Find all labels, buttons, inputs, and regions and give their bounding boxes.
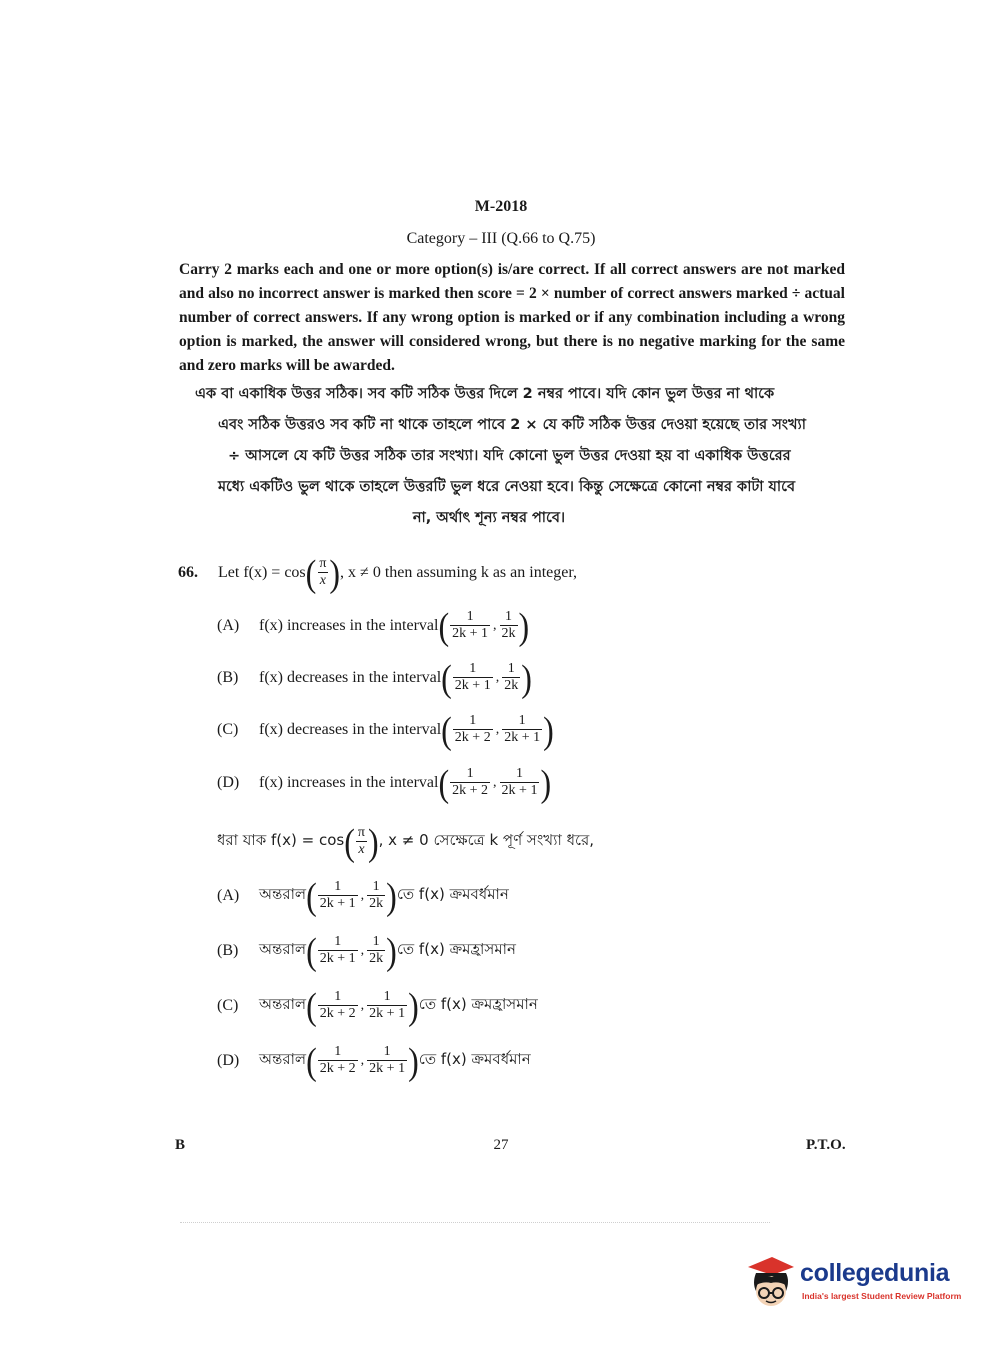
x-denominator: x xyxy=(358,842,365,857)
option-label: (B) xyxy=(217,941,239,959)
interval-word: অন্তরাল xyxy=(259,940,307,958)
fraction-1 xyxy=(318,879,358,912)
instructions-bengali-line-1: এক বা একাধিক উত্তর সঠিক। সব কটি সঠিক উত্তর দিলে 2 নম্বর পাবে। যদি কোন ভুল উত্তর না থাকে xyxy=(195,386,775,402)
denominator: 2k + 2 xyxy=(319,1006,356,1021)
option-label: (A) xyxy=(217,886,240,904)
instructions-bengali-line-5: না, অর্থাৎ শূন্য নম্বর পাবে। xyxy=(412,510,566,526)
numerator: 1 xyxy=(469,661,477,676)
option-label: (D) xyxy=(217,1051,240,1069)
interval-word: অন্তরাল xyxy=(259,995,307,1013)
right-paren: ) xyxy=(521,655,532,700)
fraction-1 xyxy=(453,661,493,694)
option-text: f(x) increases in the interval xyxy=(259,773,439,791)
paper-code: M-2018 xyxy=(474,198,528,215)
numerator: 1 xyxy=(372,934,380,949)
stem-suffix-bengali: , x ≠ 0 সেক্ষেত্রে k পূর্ণ সংখ্যা ধরে, xyxy=(378,831,595,849)
footer-set-letter: B xyxy=(175,1137,186,1153)
instructions-bengali-line-3: ÷ আসলে যে কটি উত্তর সঠিক তার সংখ্যা। যদি কোনো ভুল উত্তর দেওয়া হয় বা একাধিক উত্তরের xyxy=(228,448,791,464)
numerator: 1 xyxy=(466,766,474,781)
pi-numerator: π xyxy=(319,556,327,571)
right-paren: ) xyxy=(386,873,397,918)
stem-math-bengali xyxy=(217,819,595,864)
fraction-1 xyxy=(450,609,490,642)
page-number: 27 xyxy=(493,1137,509,1153)
comma: , xyxy=(360,942,365,958)
denominator: 2k + 2 xyxy=(319,1061,356,1076)
collegedunia-logo[interactable] xyxy=(742,1253,972,1313)
interval-word: অন্তরাল xyxy=(259,885,307,903)
numerator: 1 xyxy=(334,879,342,894)
option-math xyxy=(259,707,554,752)
pi-numerator: π xyxy=(357,825,365,840)
denominator: 2k + 2 xyxy=(452,783,489,798)
fraction-1 xyxy=(318,989,358,1022)
footer-pto: P.T.O. xyxy=(806,1137,846,1153)
option-bn-b[interactable] xyxy=(217,928,516,973)
option-text-bengali: তে f(x) ক্রমহ্রাসমান xyxy=(418,995,538,1013)
option-text-bengali: তে f(x) ক্রমবর্ধমান xyxy=(418,1050,531,1068)
denominator: 2k + 1 xyxy=(504,730,541,745)
numerator: 1 xyxy=(516,766,523,781)
question-number: 66. xyxy=(178,563,198,581)
comma: , xyxy=(360,1052,365,1068)
option-bn-a[interactable] xyxy=(217,873,509,918)
option-label: (C) xyxy=(217,720,239,738)
fraction-2 xyxy=(502,661,520,694)
fraction-2 xyxy=(367,879,385,912)
option-en-b[interactable] xyxy=(217,655,532,700)
fraction-1 xyxy=(318,934,358,967)
stem-prefix-bengali: ধরা যাক f(x) = cos xyxy=(217,831,345,849)
denominator: 2k + 1 xyxy=(319,951,356,966)
pi-over-x xyxy=(317,556,328,589)
stem-prefix: Let f(x) = cos xyxy=(218,563,306,581)
interval-word: অন্তরাল xyxy=(259,1050,307,1068)
option-text: f(x) increases in the interval xyxy=(259,616,439,634)
option-en-a[interactable] xyxy=(217,603,530,648)
denominator: 2k xyxy=(504,678,519,693)
left-paren: ( xyxy=(305,550,317,595)
left-paren: ( xyxy=(441,707,452,752)
option-math xyxy=(259,603,530,648)
numerator: 1 xyxy=(383,1044,391,1059)
numerator: 1 xyxy=(518,713,526,728)
left-paren: ( xyxy=(441,655,452,700)
option-text: f(x) decreases in the interval xyxy=(259,720,442,738)
denominator: 2k + 1 xyxy=(319,896,356,911)
instructions-english: Carry 2 marks each and one or more option(s) is/are correct. If all correct answers are not marked and also no incorrect answer is marked then score = 2 × number of correct answers marked ÷ actual number of correct answers. If any wrong option is marked or if any combination including a wrong option is marked, the answer will considered wrong, but there is no negative marking for the same and zero marks will be awarded. xyxy=(179,261,845,374)
right-paren: ) xyxy=(543,707,554,752)
pi-over-x xyxy=(356,825,367,858)
option-math xyxy=(259,928,516,973)
option-en-c[interactable] xyxy=(217,707,554,752)
denominator: 2k xyxy=(369,896,384,911)
option-math xyxy=(259,1038,531,1083)
comma: , xyxy=(495,721,500,737)
numerator: 1 xyxy=(383,989,391,1004)
right-paren: ) xyxy=(540,760,552,805)
left-paren: ( xyxy=(344,819,355,864)
stem-suffix: , x ≠ 0 then assuming k as an integer, xyxy=(340,563,578,581)
option-label: (B) xyxy=(217,668,239,686)
comma: , xyxy=(493,617,497,633)
x-denominator: x xyxy=(319,573,326,588)
option-math xyxy=(259,655,532,700)
right-paren: ) xyxy=(329,550,341,595)
fraction-2 xyxy=(367,934,385,967)
option-en-d[interactable] xyxy=(217,760,552,805)
left-paren: ( xyxy=(306,928,317,973)
option-bn-d[interactable] xyxy=(217,1038,531,1083)
fraction-2 xyxy=(500,609,518,642)
fraction-2 xyxy=(500,766,540,799)
right-paren: ) xyxy=(518,603,530,648)
instructions-bengali-line-2: এবং সঠিক উত্তরও সব কটি না থাকে তাহলে পাবে 2 × যে কটি সঠিক উত্তর দেওয়া হয়েছে তার সংখ্যা xyxy=(218,417,806,433)
option-text: f(x) decreases in the interval xyxy=(259,668,442,686)
denominator: 2k xyxy=(369,951,384,966)
option-text-bengali: তে f(x) ক্রমবর্ধমান xyxy=(396,885,509,903)
instructions-bengali-line-4: মধ্যে একটিও ভুল থাকে তাহলে উত্তরটি ভুল ধরে নেওয়া হবে। কিন্তু সেক্ষেত্রে কোনো নম্বর কাটা যাবে xyxy=(218,479,796,495)
numerator: 1 xyxy=(372,879,380,894)
numerator: 1 xyxy=(334,934,342,949)
fraction-1 xyxy=(450,766,490,799)
stem-math xyxy=(218,550,578,595)
denominator: 2k + 1 xyxy=(501,783,538,798)
option-math xyxy=(259,873,509,918)
comma: , xyxy=(495,669,500,685)
denominator: 2k + 1 xyxy=(452,626,489,641)
option-label: (D) xyxy=(217,773,240,791)
fraction-1 xyxy=(453,713,493,746)
left-paren: ( xyxy=(438,760,450,805)
denominator: 2k + 1 xyxy=(454,678,491,693)
comma: , xyxy=(493,774,497,790)
numerator: 1 xyxy=(507,661,515,676)
fraction-2 xyxy=(367,989,407,1022)
fraction-2 xyxy=(502,713,542,746)
denominator: 2k + 1 xyxy=(369,1006,406,1021)
option-math xyxy=(259,760,552,805)
left-paren: ( xyxy=(306,1038,317,1083)
option-text-bengali: তে f(x) ক্রমহ্রাসমান xyxy=(396,940,516,958)
question-stem-bengali xyxy=(217,819,595,864)
brand-name: collegedunia xyxy=(800,1259,950,1287)
fraction-1 xyxy=(318,1044,358,1077)
option-label: (A) xyxy=(217,616,240,634)
right-paren: ) xyxy=(408,1038,419,1083)
numerator: 1 xyxy=(505,609,513,624)
numerator: 1 xyxy=(469,713,477,728)
numerator: 1 xyxy=(466,609,474,624)
fraction-2 xyxy=(367,1044,407,1077)
denominator: 2k + 1 xyxy=(369,1061,406,1076)
denominator: 2k + 2 xyxy=(454,730,491,745)
right-paren: ) xyxy=(386,928,397,973)
left-paren: ( xyxy=(306,873,317,918)
option-label: (C) xyxy=(217,996,239,1014)
denominator: 2k xyxy=(501,626,516,641)
numerator: 1 xyxy=(334,1044,342,1059)
numerator: 1 xyxy=(334,989,342,1004)
left-paren: ( xyxy=(306,983,317,1028)
divider xyxy=(180,1222,770,1223)
left-paren: ( xyxy=(438,603,450,648)
mascot-icon xyxy=(742,1253,800,1313)
category-title: Category – III (Q.66 to Q.75) xyxy=(406,230,596,247)
question-stem xyxy=(178,550,578,595)
comma: , xyxy=(360,887,365,903)
right-paren: ) xyxy=(367,819,379,864)
brand-tagline: India's largest Student Review Platform xyxy=(802,1291,962,1301)
option-math xyxy=(259,983,538,1028)
right-paren: ) xyxy=(408,983,419,1028)
comma: , xyxy=(360,997,365,1013)
option-bn-c[interactable] xyxy=(217,983,538,1028)
